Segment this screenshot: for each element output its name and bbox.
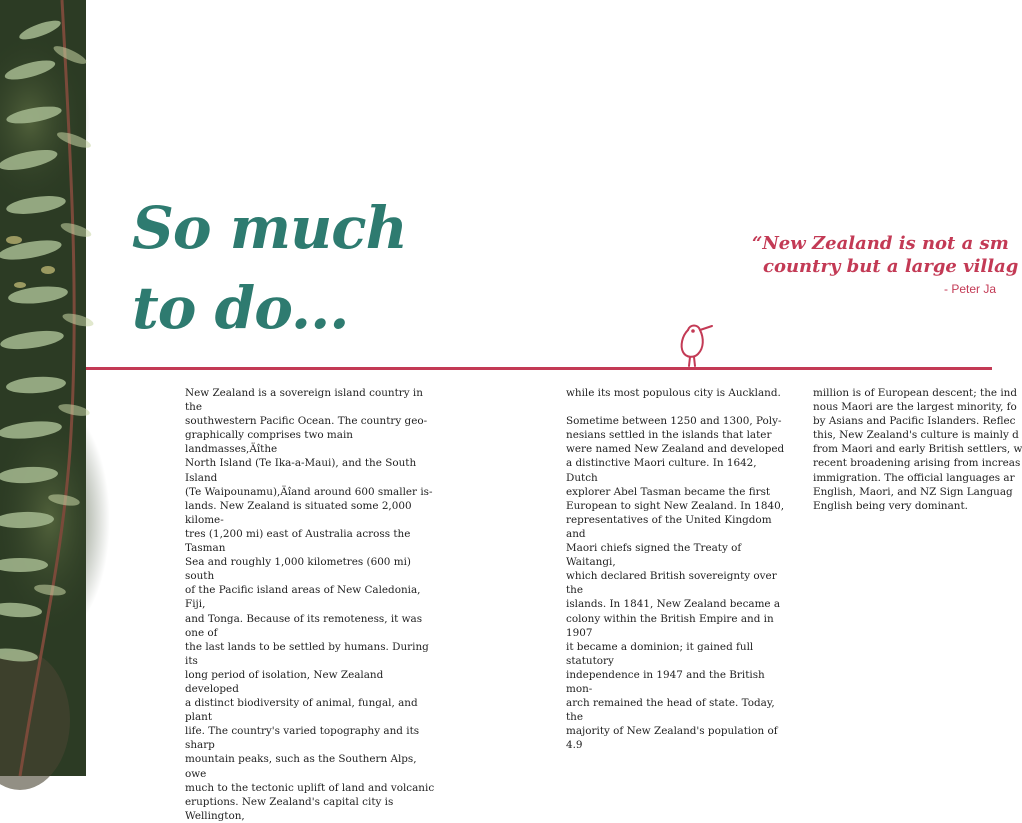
quote-text <box>752 232 1019 278</box>
quote-line-2: country but a large villag <box>763 256 1019 277</box>
body-column-3: million is of European descent; the ind nous Maori are the largest minority, fo by Asians and Pacific Islanders. Reflec this, New Zealand's culture is mainly d from Maori and early British settlers, w recent broadening arising from increas immigration. The official languages ar English, Maori, and NZ Sign Languag English being very dominant. <box>813 387 1022 512</box>
kiwi-bird-icon <box>676 320 716 372</box>
page-headline <box>132 188 407 348</box>
pull-quote <box>752 232 1019 302</box>
quote-attribution: - Peter Ja <box>944 282 997 296</box>
fern-photo <box>0 0 86 776</box>
body-column-1: New Zealand is a sovereign island country in the southwestern Pacific Ocean. The country geo- graphically comprises two main landmasses,Äîthe North Island (Te Ika-a-Maui), and the South Island (Te Waipounamu),Äîand around 600 smaller is- lands. New Zealand is situated some 2,000 kilome- tres (1,200 mi) east of Australia across the Tasman Sea and roughly 1,000 kilometres (600 mi) south of the Pacific island areas of New Caledonia, Fiji, and Tonga. Because of its remoteness, it was one of the last lands to be settled by humans. During its long period of isolation, New Zealand developed a distinct biodiversity of animal, fungal, and plant life. The country's varied topography and its sharp mountain peaks, such as the Southern Alps, owe much to the tectonic uplift of land and volcanic eruptions. New Zealand's capital city is Wellington, <box>185 387 435 822</box>
body-column-2: while its most populous city is Auckland. Sometime between 1250 and 1300, Poly- nesians settled in the islands that later were named New Zealand and developed a distinctive Maori culture. In 1642, Dutch explorer Abel Tasman became the first European to sight New Zealand. In 1840, representatives of the United Kingdom and Maori chiefs signed the Treaty of Waitangi, which declared British sovereignty over the islands. In 1841, New Zealand became a colony within the British Empire and in 1907 it became a dominion; it gained full statutory independence in 1947 and the British mon- arch remained the head of state. Today, the majority of New Zealand's population of 4.9 <box>566 387 785 752</box>
headline-line-1: So much <box>132 194 407 262</box>
section-divider <box>86 367 992 370</box>
headline-line-2: to do... <box>132 274 349 342</box>
quote-line-1: “New Zealand is not a sm <box>752 233 1009 254</box>
